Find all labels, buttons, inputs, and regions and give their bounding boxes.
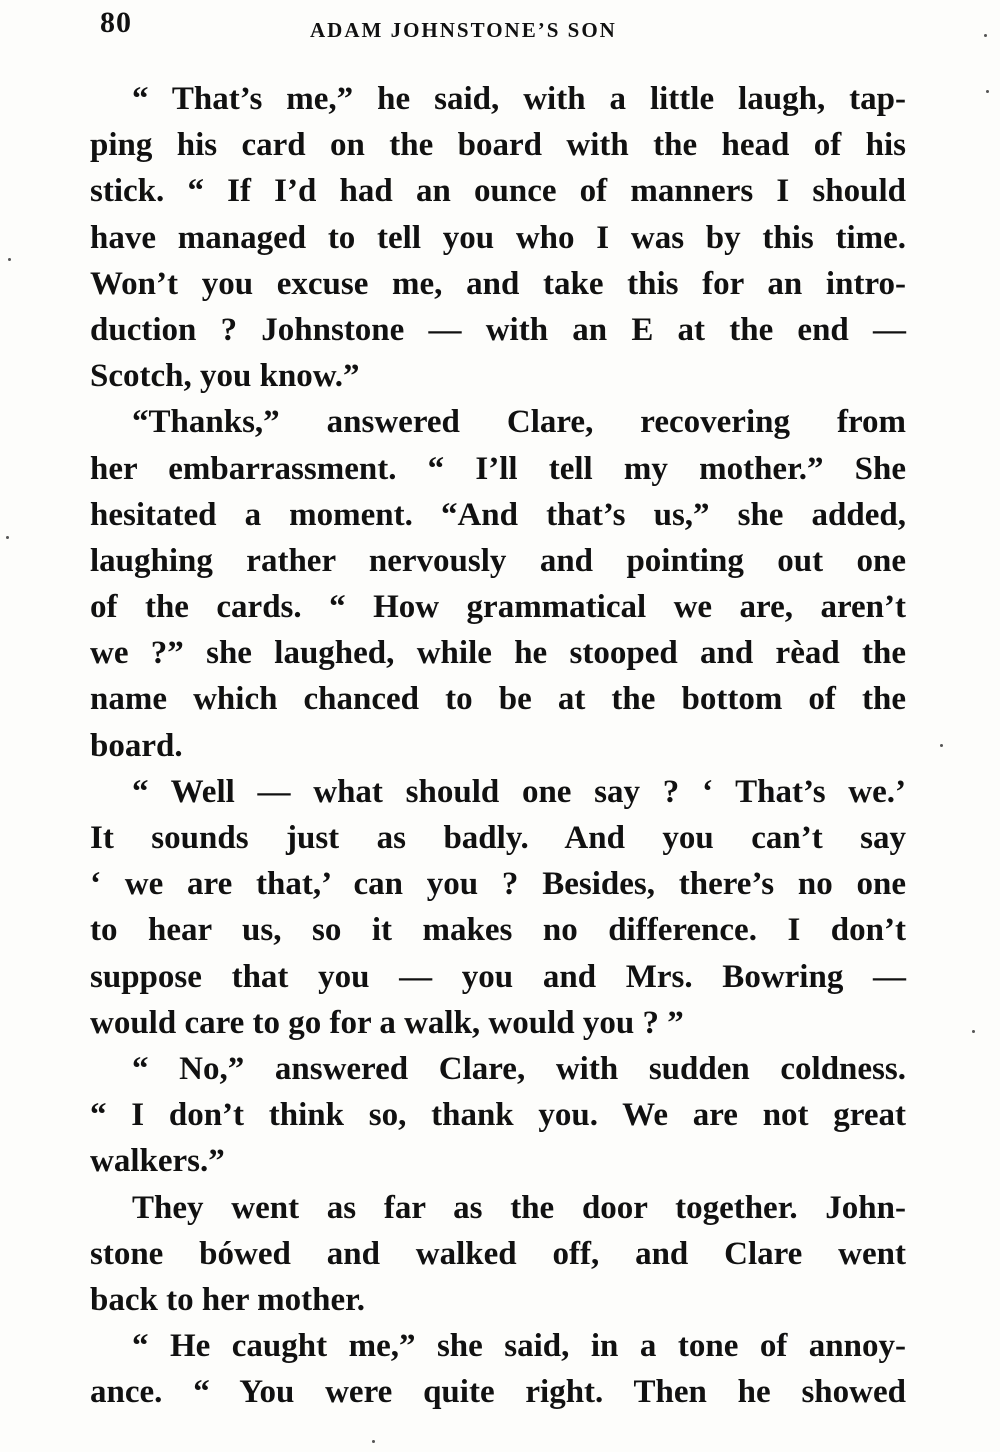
text-line: have managed to tell you who I was by this time. bbox=[90, 219, 906, 256]
paragraph bbox=[90, 1046, 906, 1185]
text-line: suppose that you — you and Mrs. Bowring — bbox=[90, 958, 906, 995]
text-line: board. bbox=[90, 727, 183, 764]
paragraph bbox=[90, 1323, 906, 1415]
text-line: would care to go for a walk, would you ? ” bbox=[90, 1004, 684, 1041]
text-line: They went as far as the door together. John- bbox=[132, 1189, 906, 1226]
text-line: stone bówed and walked off, and Clare went bbox=[90, 1235, 906, 1272]
text-line: It sounds just as badly. And you can’t say bbox=[90, 820, 906, 856]
text-line: her embarrassment. “ I’ll tell my mother.” She bbox=[90, 450, 906, 487]
text-line: ping his card on the board with the head of his bbox=[90, 127, 906, 164]
scan-speck bbox=[984, 34, 987, 37]
text-line: ‘ we are that,’ can you ? Besides, there’s no one bbox=[90, 866, 906, 903]
scan-speck bbox=[8, 258, 11, 261]
text-line: laughing rather nervously and pointing out one bbox=[90, 542, 906, 579]
text-line: name which chanced to be at the bottom of the bbox=[90, 681, 906, 718]
text-line: ance. “ You were quite right. Then he showed bbox=[90, 1374, 906, 1411]
text-line: stick. “ If I’d had an ounce of manners I should bbox=[90, 173, 906, 210]
page-number: 80 bbox=[100, 6, 132, 39]
text-line: walkers.” bbox=[90, 1143, 225, 1180]
text-line: duction ? Johnstone — with an E at the end — bbox=[90, 311, 906, 348]
paragraph bbox=[90, 1185, 906, 1324]
paragraph bbox=[90, 399, 906, 769]
text-line: to hear us, so it makes no difference. I don’t bbox=[90, 912, 906, 949]
text-line: hesitated a moment. “And that’s us,” she added, bbox=[90, 496, 906, 533]
text-line: “ I don’t think so, thank you. We are not great bbox=[90, 1097, 906, 1134]
scan-speck bbox=[972, 1030, 975, 1033]
page-header bbox=[100, 6, 900, 50]
text-line: “ No,” answered Clare, with sudden coldness. bbox=[132, 1050, 906, 1087]
scan-speck bbox=[6, 536, 9, 539]
text-line: “ He caught me,” she said, in a tone of annoy- bbox=[132, 1328, 906, 1365]
text-line: Scotch, you know.” bbox=[90, 358, 360, 395]
body-text bbox=[90, 76, 906, 1415]
text-line: of the cards. “ How grammatical we are, aren’t bbox=[90, 589, 906, 626]
text-line: we ?” she laughed, while he stooped and rèad the bbox=[90, 635, 906, 672]
text-line: “Thanks,” answered Clare, recovering from bbox=[132, 404, 906, 441]
scan-speck bbox=[986, 90, 989, 93]
running-title: ADAM JOHNSTONE’S SON bbox=[310, 18, 617, 42]
paragraph bbox=[90, 76, 906, 399]
scan-speck bbox=[940, 744, 943, 747]
text-line: “ Well — what should one say ? ‘ That’s we.’ bbox=[132, 773, 906, 810]
scan-speck bbox=[372, 1440, 375, 1443]
paragraph bbox=[90, 769, 906, 1046]
text-line: “ That’s me,” he said, with a little laugh, tap- bbox=[132, 81, 906, 117]
text-line: back to her mother. bbox=[90, 1281, 365, 1318]
text-line: Won’t you excuse me, and take this for an intro- bbox=[90, 265, 906, 302]
